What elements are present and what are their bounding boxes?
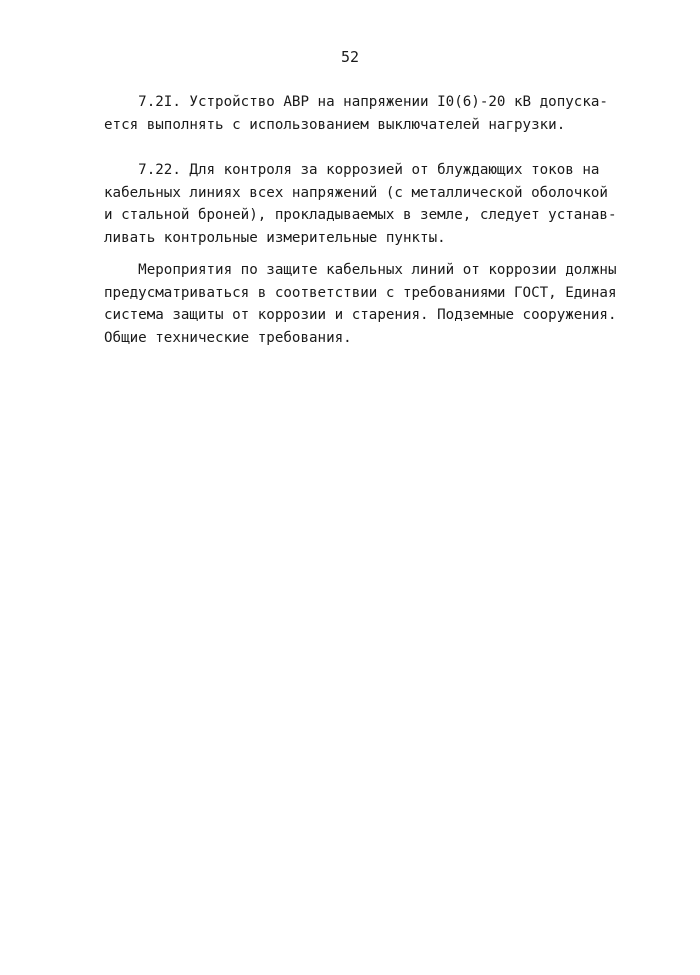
paragraph-line: 7.2I. Устройство АВР на напряжении I0(6)-20 кВ допуска- (104, 94, 608, 110)
paragraph-7-21 (104, 91, 624, 136)
paragraph-corrosion-measures (104, 259, 624, 349)
paragraph-line: кабельных линиях всех напряжений (с металлической оболочкой (104, 184, 608, 201)
paragraph-line: предусматриваться в соответствии с требованиями ГОСТ, Единая (104, 284, 617, 301)
paragraph-7-22 (104, 159, 624, 249)
paragraph-line: и стальной броней), прокладываемых в земле, следует устанав- (104, 207, 617, 223)
paragraph-line: ется выполнять с использованием выключателей нагрузки. (104, 116, 566, 133)
paragraph-line: Мероприятия по защите кабельных линий от коррозии должны (104, 262, 617, 278)
paragraph-line: система защиты от коррозии и старения. Подземные сооружения. (104, 307, 617, 323)
document-body (104, 91, 624, 349)
paragraph-line: 7.22. Для контроля за коррозией от блуждающих токов на (104, 162, 600, 178)
paragraph-line: Общие технические требования. (104, 329, 352, 346)
page-number: 52 (340, 48, 360, 66)
paragraph-line: ливать контрольные измерительные пункты. (104, 229, 446, 246)
